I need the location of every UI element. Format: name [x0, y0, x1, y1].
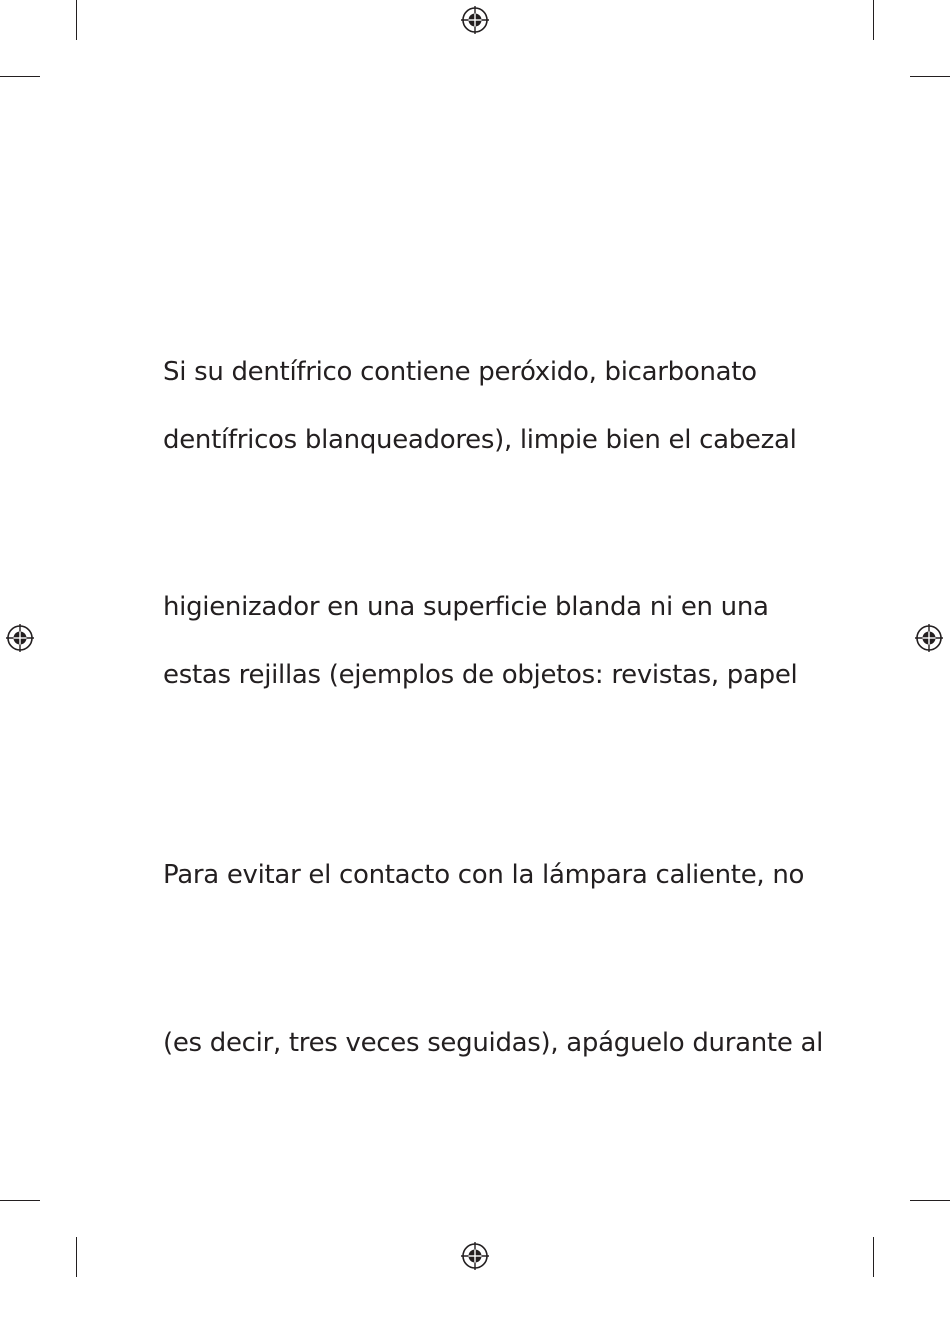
crop-mark-bottom-left-horizontal: [0, 1200, 40, 1201]
crop-mark-bottom-right-vertical: [873, 1237, 874, 1277]
text-line-sanitizer-surface: higienizador en una superficie blanda ni en una: [163, 592, 769, 622]
text-line-whitening: dentífricos blanqueadores), limpie bien el cabezal: [163, 425, 797, 455]
crop-mark-bottom-left-vertical: [76, 1237, 77, 1277]
registration-target-icon: [460, 5, 490, 35]
text-line-hot-lamp: Para evitar el contacto con la lámpara caliente, no: [163, 860, 805, 890]
text-line-switch-off: (es decir, tres veces seguidas), apáguelo durante al: [163, 1028, 824, 1058]
crop-mark-bottom-right-horizontal: [910, 1200, 950, 1201]
registration-target-icon: [914, 623, 944, 653]
text-line-toothpaste: Si su dentífrico contiene peróxido, bicarbonato: [163, 357, 757, 387]
crop-mark-top-right-horizontal: [910, 76, 950, 77]
crop-mark-top-right-vertical: [873, 0, 874, 40]
text-line-grilles: estas rejillas (ejemplos de objetos: revistas, papel: [163, 660, 798, 690]
crop-mark-top-left-horizontal: [0, 76, 40, 77]
crop-mark-top-left-vertical: [76, 0, 77, 40]
registration-target-icon: [460, 1241, 490, 1271]
registration-target-icon: [5, 623, 35, 653]
